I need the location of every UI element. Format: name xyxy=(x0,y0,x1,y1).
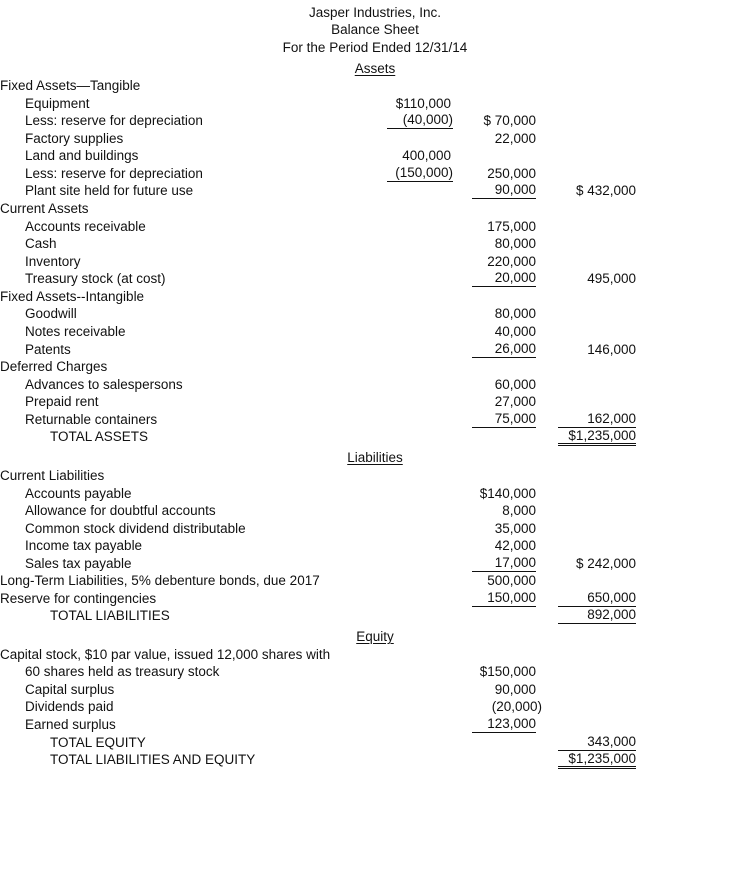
dividend-distributable-row xyxy=(0,520,750,538)
containers-row xyxy=(0,411,750,429)
capital-stock-row xyxy=(0,646,750,664)
total-equity-row xyxy=(0,734,750,752)
land-net: 250,000 xyxy=(487,166,536,181)
inventory-row xyxy=(0,253,750,271)
treasury-stock-row xyxy=(0,270,750,288)
land-buildings-label: Land and buildings xyxy=(25,148,139,163)
factory-supplies-amount: 22,000 xyxy=(494,131,536,146)
total-assets-label: TOTAL ASSETS xyxy=(50,429,149,444)
goodwill-label: Goodwill xyxy=(25,306,77,321)
fixed-intangible-heading-row xyxy=(0,288,750,306)
treasury-shares-row xyxy=(0,663,750,681)
equity-heading-row xyxy=(0,628,750,646)
grand-total-amount: $1,235,000 xyxy=(558,751,636,769)
contingencies-amount: 150,000 xyxy=(472,590,536,607)
header-company-row xyxy=(0,4,750,22)
capital-stock-label: Capital stock, $10 par value, issued 12,000 shares with xyxy=(0,647,331,662)
capital-surplus-amount: 90,000 xyxy=(494,682,536,697)
prepaid-rent-label: Prepaid rent xyxy=(25,394,99,409)
long-term-label: Long-Term Liabilities, 5% debenture bonds, due 2017 xyxy=(0,573,320,588)
plant-site-label: Plant site held for future use xyxy=(25,183,194,198)
sales-tax-amount: 17,000 xyxy=(472,555,536,572)
treasury-shares-label: 60 shares held as treasury stock xyxy=(25,664,220,679)
prepaid-rent-amount: 27,000 xyxy=(494,394,536,409)
contingencies-label: Reserve for contingencies xyxy=(0,591,157,606)
equipment-gross: $110,000 xyxy=(395,96,451,111)
goodwill-amount: 80,000 xyxy=(494,306,536,321)
deferred-heading: Deferred Charges xyxy=(0,359,108,374)
patents-amount: 26,000 xyxy=(472,341,536,358)
dividends-paid-amount: (20,000) xyxy=(491,699,542,714)
income-tax-row xyxy=(0,537,750,555)
current-liabilities-heading: Current Liabilities xyxy=(0,468,105,483)
income-tax-amount: 42,000 xyxy=(494,538,536,553)
accounts-receivable-row xyxy=(0,218,750,236)
assets-heading-row xyxy=(0,60,750,78)
fixed-tangible-total: $ 432,000 xyxy=(575,183,636,198)
equipment-reserve-amount: (40,000) xyxy=(387,112,453,129)
current-assets-heading: Current Assets xyxy=(0,201,89,216)
accounts-receivable-amount: 175,000 xyxy=(487,219,536,234)
notes-receivable-row xyxy=(0,323,750,341)
inventory-label: Inventory xyxy=(25,254,81,269)
deferred-total: 162,000 xyxy=(558,411,636,428)
notes-receivable-label: Notes receivable xyxy=(25,324,126,339)
land-buildings-gross: 400,000 xyxy=(402,148,451,163)
notes-receivable-amount: 40,000 xyxy=(494,324,536,339)
total-liabilities-amount: 892,000 xyxy=(558,607,636,624)
capital-surplus-label: Capital surplus xyxy=(25,682,115,697)
accounts-receivable-label: Accounts receivable xyxy=(25,219,146,234)
earned-surplus-label: Earned surplus xyxy=(25,717,116,732)
total-liabilities-label: TOTAL LIABILITIES xyxy=(50,608,170,623)
fixed-tangible-heading: Fixed Assets—Tangible xyxy=(0,78,141,93)
total-equity-label: TOTAL EQUITY xyxy=(50,735,146,750)
land-reserve-amount: (150,000) xyxy=(387,165,453,182)
allowance-row xyxy=(0,502,750,520)
fixed-intangible-heading: Fixed Assets--Intangible xyxy=(0,289,145,304)
current-liabilities-heading-row xyxy=(0,467,750,485)
total-equity-amount: 343,000 xyxy=(558,734,636,751)
header-period-row xyxy=(0,39,750,57)
goodwill-row xyxy=(0,305,750,323)
inventory-amount: 220,000 xyxy=(487,254,536,269)
earned-surplus-amount: 123,000 xyxy=(472,716,536,733)
equipment-reserve-label: Less: reserve for depreciation xyxy=(25,113,203,128)
total-assets-row xyxy=(0,428,750,446)
total-assets-amount: $1,235,000 xyxy=(558,428,636,446)
prepaid-rent-row xyxy=(0,393,750,411)
accounts-payable-row xyxy=(0,485,750,503)
advances-amount: 60,000 xyxy=(494,377,536,392)
patents-row xyxy=(0,341,750,359)
equipment-reserve-row xyxy=(0,112,750,130)
cash-row xyxy=(0,235,750,253)
cash-label: Cash xyxy=(25,236,57,251)
long-term-amount: 500,000 xyxy=(487,573,536,588)
fixed-intangible-total: 146,000 xyxy=(587,342,636,357)
factory-supplies-label: Factory supplies xyxy=(25,131,124,146)
dividends-paid-row xyxy=(0,698,750,716)
plant-site-row xyxy=(0,182,750,200)
total-liabilities-row xyxy=(0,607,750,625)
company-name: Jasper Industries, Inc. xyxy=(308,5,442,20)
contingencies-row xyxy=(0,590,750,608)
long-term-row xyxy=(0,572,750,590)
dividend-distributable-label: Common stock dividend distributable xyxy=(25,521,246,536)
treasury-stock-label: Treasury stock (at cost) xyxy=(25,271,166,286)
sales-tax-label: Sales tax payable xyxy=(25,556,132,571)
advances-label: Advances to salespersons xyxy=(25,377,183,392)
income-tax-label: Income tax payable xyxy=(25,538,143,553)
statement-period: For the Period Ended 12/31/14 xyxy=(282,40,468,55)
advances-row xyxy=(0,376,750,394)
deferred-heading-row xyxy=(0,358,750,376)
fixed-tangible-heading-row xyxy=(0,77,750,95)
containers-amount: 75,000 xyxy=(472,411,536,428)
cash-amount: 80,000 xyxy=(494,236,536,251)
liabilities-heading-row xyxy=(0,449,750,467)
current-assets-heading-row xyxy=(0,200,750,218)
current-assets-total: 495,000 xyxy=(587,271,636,286)
treasury-stock-amount: 20,000 xyxy=(472,270,536,287)
plant-site-amount: 90,000 xyxy=(472,182,536,199)
long-term-total: 650,000 xyxy=(558,590,636,607)
containers-label: Returnable containers xyxy=(25,412,158,427)
grand-total-label: TOTAL LIABILITIES AND EQUITY xyxy=(50,752,256,767)
land-reserve-label: Less: reserve for depreciation xyxy=(25,166,203,181)
equity-heading: Equity xyxy=(356,629,394,644)
assets-heading: Assets xyxy=(354,61,396,76)
grand-total-row xyxy=(0,751,750,769)
header-statement-row xyxy=(0,21,750,39)
land-reserve-row xyxy=(0,165,750,183)
equipment-row xyxy=(0,95,750,113)
dividend-distributable-amount: 35,000 xyxy=(494,521,536,536)
equipment-label: Equipment xyxy=(25,96,90,111)
allowance-label: Allowance for doubtful accounts xyxy=(25,503,216,518)
patents-label: Patents xyxy=(25,342,71,357)
factory-supplies-row xyxy=(0,130,750,148)
sales-tax-row xyxy=(0,555,750,573)
accounts-payable-label: Accounts payable xyxy=(25,486,132,501)
capital-surplus-row xyxy=(0,681,750,699)
capital-stock-amount: $150,000 xyxy=(479,664,536,679)
accounts-payable-amount: $140,000 xyxy=(479,486,536,501)
dividends-paid-label: Dividends paid xyxy=(25,699,114,714)
earned-surplus-row xyxy=(0,716,750,734)
equipment-net: $ 70,000 xyxy=(483,113,536,128)
statement-title: Balance Sheet xyxy=(331,22,419,37)
allowance-amount: 8,000 xyxy=(502,503,536,518)
land-buildings-row xyxy=(0,147,750,165)
liabilities-heading: Liabilities xyxy=(347,450,403,465)
current-liabilities-total: $ 242,000 xyxy=(575,556,636,571)
